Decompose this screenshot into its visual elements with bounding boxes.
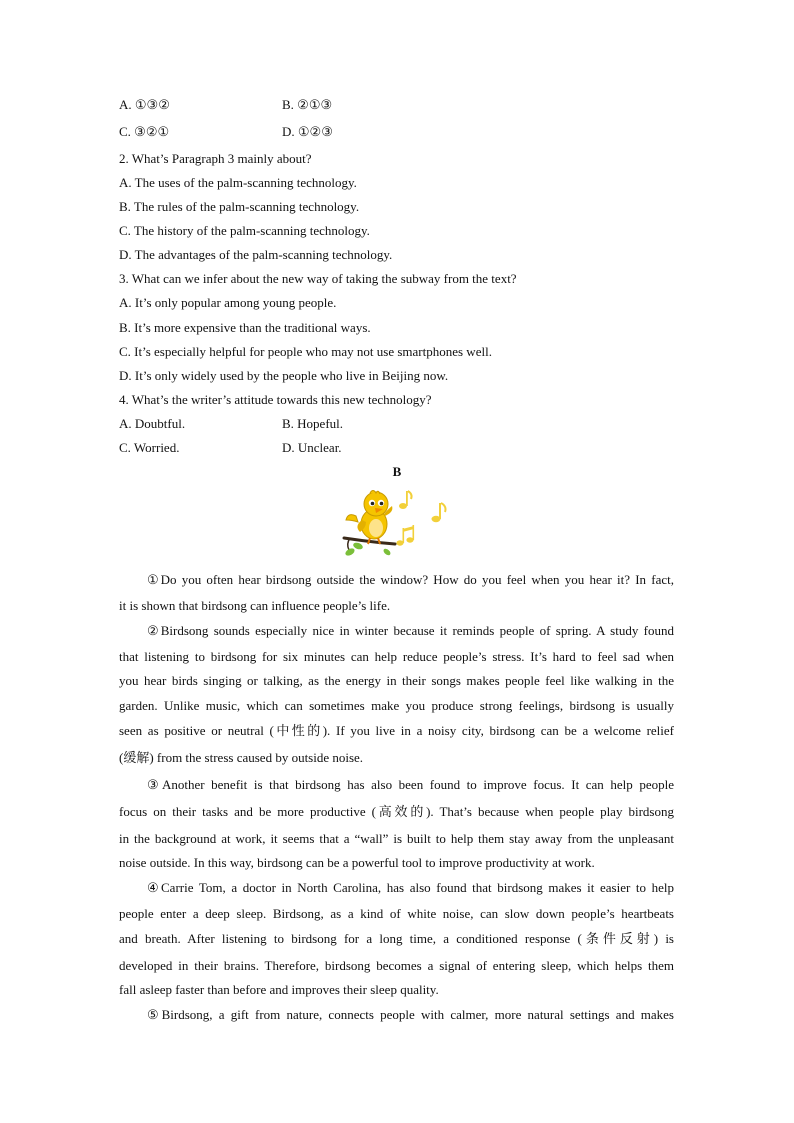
q1-option-d: D. ①②③ [282, 124, 333, 139]
para-4-line-4: developed in their brains. Therefore, birdsong becomes a signal of entering sleep, which helps them [119, 958, 674, 973]
q3-option-b: B. It’s more expensive than the traditional ways. [119, 320, 371, 335]
para-3-line-2: focus on their tasks and be more productive (高效的). That’s because when people play birdsong [119, 804, 674, 819]
q2-option-a: A. The uses of the palm-scanning technology. [119, 175, 357, 190]
bird-icon [346, 491, 392, 545]
para-5-line-1: ⑤Birdsong, a gift from nature, connects people with calmer, more natural settings and makes [147, 1007, 674, 1022]
q2-option-c: C. The history of the palm-scanning technology. [119, 223, 370, 238]
para-2-line-6: (缓解) from the stress caused by outside noise. [119, 750, 364, 765]
para-1-line-1: ①Do you often hear birdsong outside the window? How do you feel when you hear it? In fact, [147, 572, 674, 587]
para-4-line-1: ④Carrie Tom, a doctor in North Carolina, has also found that birdsong makes it easier to help [147, 880, 674, 895]
para-2-line-2: that listening to birdsong for six minutes can help reduce people’s stress. It’s hard to feel sad when [119, 649, 674, 664]
para-3-line-4: noise outside. In this way, birdsong can be a powerful tool to improve productivity at work. [119, 855, 595, 870]
q4-question: 4. What’s the writer’s attitude towards this new technology? [119, 392, 432, 407]
q4-option-b: B. Hopeful. [282, 416, 344, 431]
q2-option-d: D. The advantages of the palm-scanning technology. [119, 247, 393, 262]
q4-option-d: D. Unclear. [282, 440, 342, 455]
para-3-line-1: ③Another benefit is that birdsong has also been found to improve focus. It can help people [147, 777, 674, 792]
para-4-line-5: fall asleep faster than before and improves their sleep quality. [119, 982, 439, 997]
q4-option-a: A. Doubtful. [119, 416, 186, 431]
q1-option-c: C. ③②① [119, 124, 170, 139]
section-b-title: B [392, 464, 402, 479]
leaf-icon [382, 548, 391, 557]
music-note-icon [432, 503, 446, 522]
para-2-line-1: ②Birdsong sounds especially nice in winter because it reminds people of spring. A study found [147, 623, 674, 638]
music-note-icon [396, 525, 414, 546]
q4-option-c: C. Worried. [119, 440, 180, 455]
para-2-line-4: garden. Unlike music, which can sometimes make you produce strong feelings, birdsong is usually [119, 698, 674, 713]
para-3-line-3: in the background at work, it seems that a “wall” is built to help them stay away from the unpleasant [119, 831, 674, 846]
q3-question: 3. What can we infer about the new way of taking the subway from the text? [119, 271, 517, 286]
q3-option-d: D. It’s only widely used by the people who live in Beijing now. [119, 368, 449, 383]
para-4-line-2: people enter a deep sleep. Birdsong, as a kind of white noise, can slow down people’s heartbeats [119, 906, 674, 921]
q3-option-c: C. It’s especially helpful for people who may not use smartphones well. [119, 344, 492, 359]
para-4-line-3: and breath. After listening to birdsong for a long time, a conditioned response (条件反射) is [119, 931, 674, 946]
para-2-line-5: seen as positive or neutral (中性的). If you live in a noisy city, birdsong can be a welcome relief [119, 723, 674, 738]
para-2-line-3: you hear birds singing or talking, as the energy in their songs makes people feel like walking in the [119, 673, 674, 688]
q3-option-a: A. It’s only popular among young people. [119, 295, 337, 310]
music-note-icon [399, 491, 412, 509]
q1-option-a: A. ①③② [119, 97, 170, 112]
q2-option-b: B. The rules of the palm-scanning technology. [119, 199, 360, 214]
para-1-line-2: it is shown that birdsong can influence people’s life. [119, 598, 391, 613]
leaf-icon [344, 547, 356, 557]
q1-option-b: B. ②①③ [282, 97, 333, 112]
singing-bird-illustration [340, 486, 455, 561]
q2-question: 2. What’s Paragraph 3 mainly about? [119, 151, 312, 166]
